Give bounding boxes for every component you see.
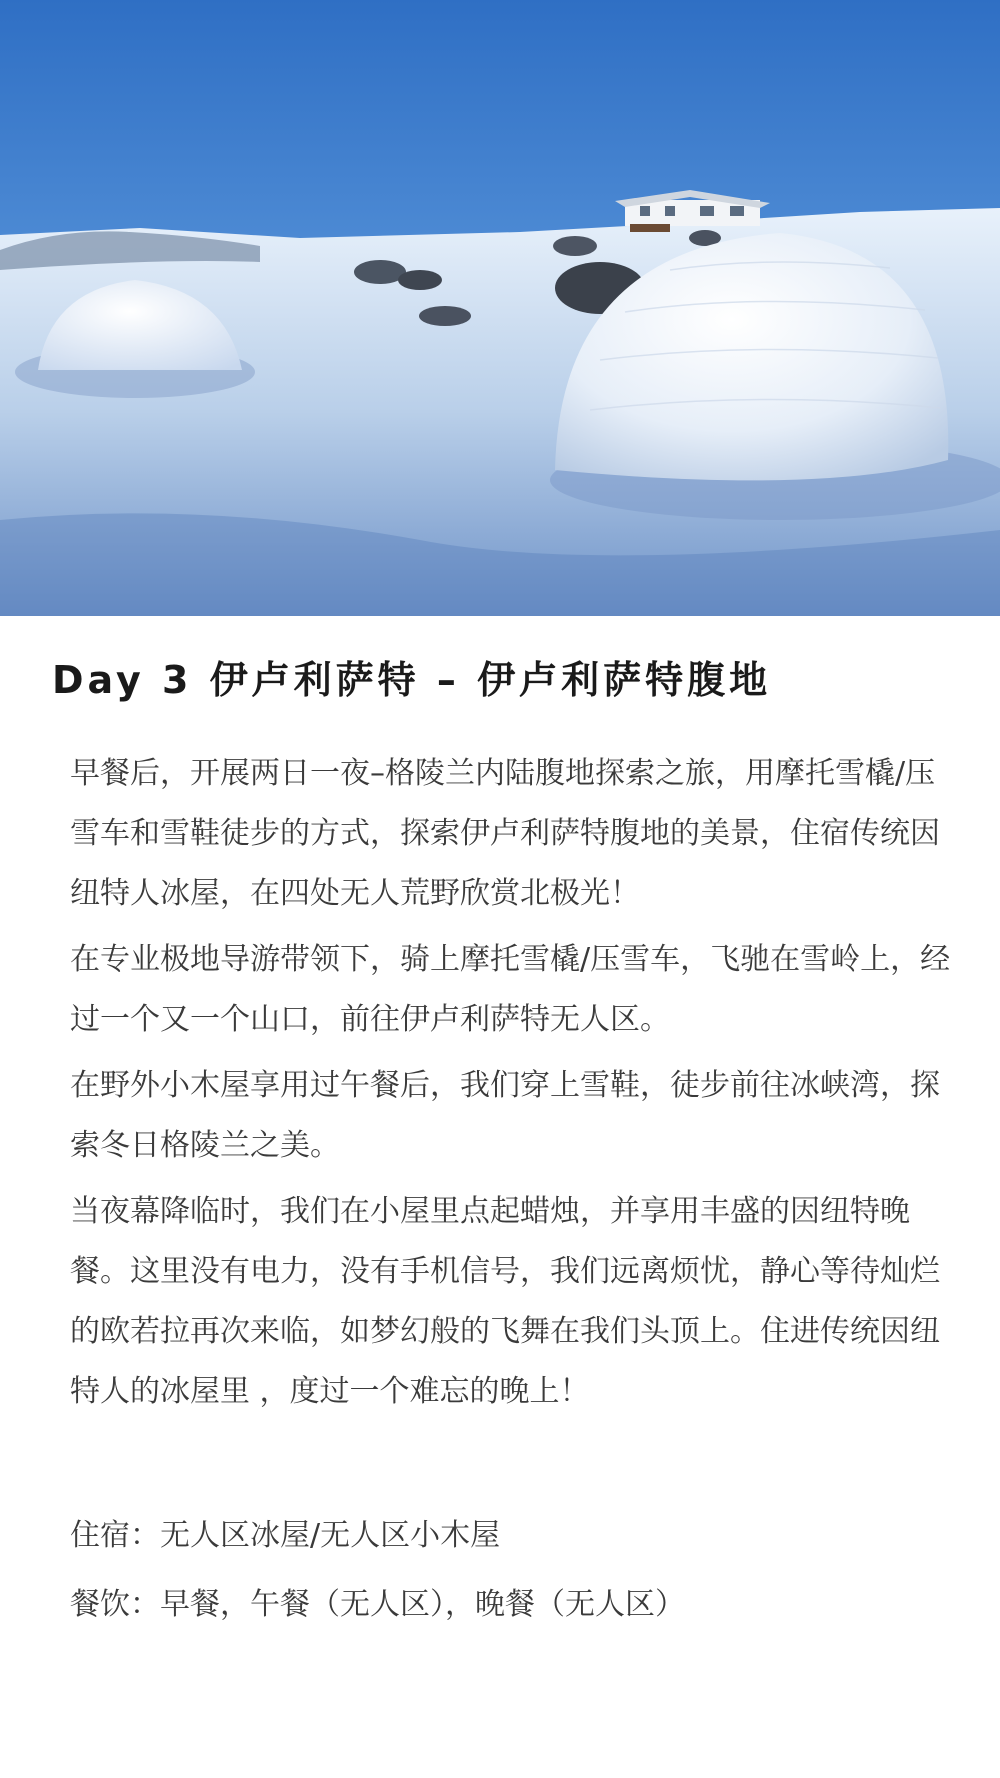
meals-info: 餐饮：早餐，午餐（无人区），晚餐（无人区）: [70, 1587, 685, 1622]
paragraph: 在野外小木屋享用过午餐后，我们穿上雪鞋，徒步前往冰峡湾，探索冬日格陵兰之美。: [70, 1068, 940, 1163]
paragraph: 早餐后，开展两日一夜–格陵兰内陆腹地探索之旅，用摩托雪橇/压雪车和雪鞋徒步的方式，探索伊卢利萨特腹地的美景，住宿传统因纽特人冰屋，在四处无人荒野欣赏北极光！: [70, 756, 940, 911]
rock: [419, 306, 471, 326]
itinerary-description: [70, 744, 960, 1428]
trip-info: [70, 1506, 960, 1644]
lodging-info: 住宿：无人区冰屋/无人区小木屋: [70, 1518, 501, 1553]
rock: [398, 270, 442, 290]
hero-photo: [0, 0, 1000, 616]
igloo-landscape-image: [0, 0, 1000, 616]
paragraph: 当夜幕降临时，我们在小屋里点起蜡烛，并享用丰盛的因纽特晚餐。这里没有电力，没有手机信号，我们远离烦忧，静心等待灿烂的欧若拉再次来临，如梦幻般的飞舞在我们头顶上。住进传统因纽特人的冰屋里 ，度过一个难忘的晚上！: [70, 1194, 940, 1409]
rock: [553, 236, 597, 256]
paragraph: 在专业极地导游带领下，骑上摩托雪橇/压雪车，飞驰在雪岭上，经过一个又一个山口，前往伊卢利萨特无人区。: [70, 942, 951, 1037]
day-title: Day 3 伊卢利萨特 – 伊卢利萨特腹地: [52, 658, 772, 702]
